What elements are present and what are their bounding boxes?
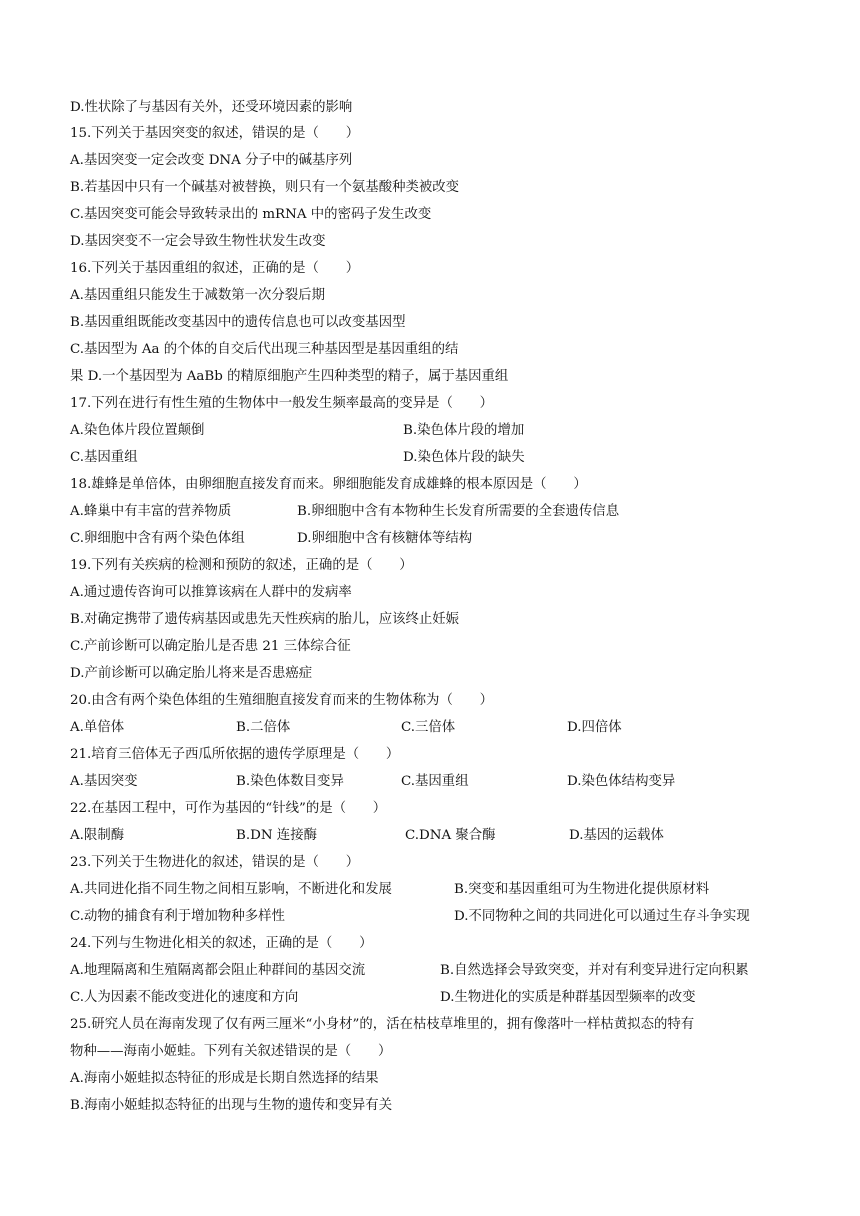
question-18-option-c: C.卵细胞中含有两个染色体组 xyxy=(70,531,245,546)
question-19-option-b: B.对确定携带了遗传病基因或患先天性疾病的胎儿，应该终止妊娠 xyxy=(70,612,460,627)
question-24-option-d: D.生物进化的实质是种群基因型频率的改变 xyxy=(440,990,696,1005)
question-21-option-b: B.染色体数目变异 xyxy=(236,774,344,789)
question-19-option-a: A.通过遗传咨询可以推算该病在人群中的发病率 xyxy=(70,585,352,600)
question-15-option-c: C.基因突变可能会导致转录出的 mRNA 中的密码子发生改变 xyxy=(70,207,432,222)
question-22-option-c: C.DNA 聚合酶 xyxy=(405,828,496,843)
question-23: 23.下列关于生物进化的叙述，错误的是（ ） xyxy=(70,855,360,870)
question-18-option-b: B.卵细胞中含有本物种生长发育所需要的全套遗传信息 xyxy=(297,504,620,519)
question-18-option-a: A.蜂巢中有丰富的营养物质 xyxy=(70,504,232,519)
question-23-option-d: D.不同物种之间的共同进化可以通过生存斗争实现 xyxy=(454,909,750,924)
question-15: 15.下列关于基因突变的叙述，错误的是（ ） xyxy=(70,126,360,141)
question-21-option-d: D.染色体结构变异 xyxy=(567,774,676,789)
question-21-option-c: C.基因重组 xyxy=(401,774,469,789)
question-17: 17.下列在进行有性生殖的生物体中一般发生频率最高的变异是（ ） xyxy=(70,396,494,411)
question-18-option-d: D.卵细胞中含有核糖体等结构 xyxy=(297,531,473,546)
question-23-option-c: C.动物的捕食有利于增加物种多样性 xyxy=(70,909,285,924)
question-24-option-c: C.人为因素不能改变进化的速度和方向 xyxy=(70,990,299,1005)
question-19-option-d: D.产前诊断可以确定胎儿将来是否患癌症 xyxy=(70,666,313,681)
question-19: 19.下列有关疾病的检测和预防的叙述，正确的是（ ） xyxy=(70,558,413,573)
question-25: 25.研究人员在海南发现了仅有两三厘米“小身材”的，活在枯枝草堆里的，拥有像落叶一样枯黄拟态的特有 xyxy=(70,1017,695,1032)
question-25-option-a: A.海南小姬蛙拟态特征的形成是长期自然选择的结果 xyxy=(70,1071,379,1086)
question-22-option-b: B.DN 连接酶 xyxy=(236,828,317,843)
question-25-continued: 物种——海南小姬蛙。下列有关叙述错误的是（ ） xyxy=(70,1044,392,1059)
question-15-option-a: A.基因突变一定会改变 DNA 分子中的碱基序列 xyxy=(70,153,353,168)
question-24: 24.下列与生物进化相关的叙述，正确的是（ ） xyxy=(70,936,373,951)
question-16: 16.下列关于基因重组的叙述，正确的是（ ） xyxy=(70,261,360,276)
question-20-option-b: B.二倍体 xyxy=(236,720,291,735)
question-16-option-d: 果 D.一个基因型为 AaBb 的精原细胞产生四种类型的精子，属于基因重组 xyxy=(70,369,509,384)
question-20-option-c: C.三倍体 xyxy=(401,720,456,735)
question-17-option-a: A.染色体片段位置颠倒 xyxy=(70,423,205,438)
question-19-option-c: C.产前诊断可以确定胎儿是否患 21 三体综合征 xyxy=(70,639,351,654)
question-24-option-a: A.地理隔离和生殖隔离都会阻止种群间的基因交流 xyxy=(70,963,366,978)
question-22-option-a: A.限制酶 xyxy=(70,828,125,843)
question-17-option-c: C.基因重组 xyxy=(70,450,138,465)
question-16-option-b: B.基因重组既能改变基因中的遗传信息也可以改变基因型 xyxy=(70,315,406,330)
question-21-option-a: A.基因突变 xyxy=(70,774,138,789)
question-16-option-c: C.基因型为 Aa 的个体的自交后代出现三种基因型是基因重组的结 xyxy=(70,342,459,357)
question-17-option-d: D.染色体片段的缺失 xyxy=(403,450,525,465)
question-15-option-b: B.若基因中只有一个碱基对被替换，则只有一个氨基酸种类被改变 xyxy=(70,180,460,195)
question-21: 21.培育三倍体无子西瓜所依据的遗传学原理是（ ） xyxy=(70,747,400,762)
question-17-option-b: B.染色体片段的增加 xyxy=(403,423,525,438)
question-20-option-a: A.单倍体 xyxy=(70,720,125,735)
question-16-option-a: A.基因重组只能发生于减数第一次分裂后期 xyxy=(70,288,325,303)
question-15-option-d: D.基因突变不一定会导致生物性状发生改变 xyxy=(70,234,326,249)
question-20-option-d: D.四倍体 xyxy=(567,720,622,735)
question-23-option-b: B.突变和基因重组可为生物进化提供原材料 xyxy=(454,882,710,897)
question-23-option-a: A.共同进化指不同生物之间相互影响，不断进化和发展 xyxy=(70,882,392,897)
question-22: 22.在基因工程中，可作为基因的“针线”的是（ ） xyxy=(70,801,387,816)
question-24-option-b: B.自然选择会导致突变，并对有利变异进行定向积累 xyxy=(440,963,749,978)
option-line: D.性状除了与基因有关外，还受环境因素的影响 xyxy=(70,100,353,115)
question-22-option-d: D.基因的运载体 xyxy=(569,828,664,843)
question-25-option-b: B.海南小姬蛙拟态特征的出现与生物的遗传和变异有关 xyxy=(70,1098,393,1113)
question-20: 20.由含有两个染色体组的生殖细胞直接发育而来的生物体称为（ ） xyxy=(70,693,494,708)
question-18: 18.雄蜂是单倍体，由卵细胞直接发育而来。卵细胞能发育成雄蜂的根本原因是（ ） xyxy=(70,477,587,492)
